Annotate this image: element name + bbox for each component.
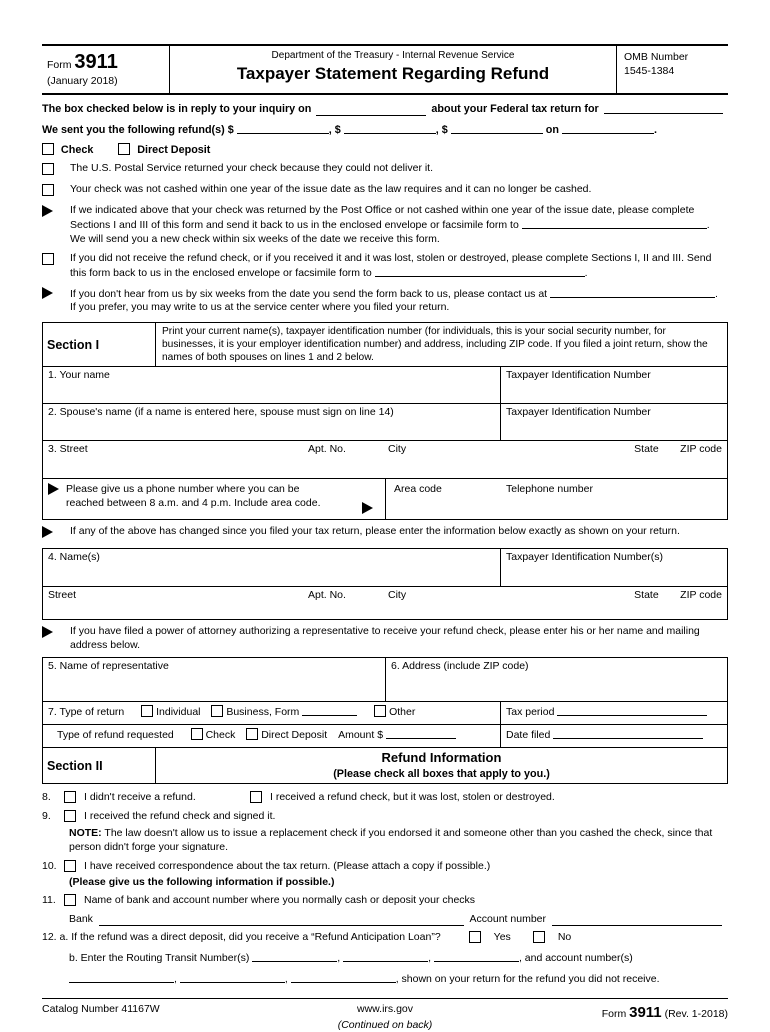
postal-returned-checkbox[interactable] [42, 163, 54, 175]
section1-label: Section I [43, 323, 156, 366]
names-label: 4. Name(s) [48, 550, 100, 563]
check-label: Check [60, 143, 94, 156]
form-word: Form [47, 59, 72, 71]
item-marker [42, 162, 70, 178]
apt-label: Apt. No. [308, 588, 346, 601]
account-number-1-blank[interactable] [69, 971, 174, 983]
telephone-label: Telephone number [506, 483, 593, 496]
business-label: Business, [226, 706, 272, 719]
lost-stolen-label: I received a refund check, but it was lost, stolen or destroyed. [270, 791, 555, 804]
department-line: Department of the Treasury - Internal Revenue Service [271, 50, 515, 61]
routing-number-2-blank[interactable] [343, 950, 428, 962]
arrow-icon [42, 626, 53, 638]
other-checkbox[interactable] [374, 705, 386, 717]
note-text: The law doesn't allow us to issue a replacement check if you endorsed it and someone other than you cashed the check, since that person didn't forge your signature. [69, 827, 713, 854]
item-12b [69, 950, 728, 966]
phone-fields[interactable] [386, 479, 727, 519]
item-10 [42, 860, 728, 874]
item-9-number: 9. [42, 809, 51, 822]
check-checkbox[interactable] [42, 143, 54, 155]
item-marker [42, 183, 70, 199]
footer-form-id [432, 1003, 728, 1023]
website-link[interactable]: www.irs.gov [356, 1003, 413, 1016]
omb-block [616, 46, 728, 93]
tax-period-field[interactable] [501, 702, 727, 724]
refund-amount-3-blank[interactable] [451, 122, 543, 134]
correspondence-label: I have received correspondence about the tax return. (Please attach a copy if possible.) [84, 859, 491, 872]
changed-info-note-text: If any of the above has changed since you filed your tax return, please enter the information below exactly as shown on your return. [70, 525, 680, 538]
postal-returned-text: The U.S. Postal Service returned your check because they could not deliver it. [70, 162, 434, 175]
contact-instruction-text-2: If you prefer, you may write to us at the service center where you filed your return. [70, 301, 450, 314]
representative-field[interactable] [43, 658, 386, 701]
state-label: State [634, 443, 659, 456]
no-refund-label: I didn't receive a refund. [84, 791, 196, 804]
type-of-return-row [43, 701, 727, 724]
continued-note: (Continued on back) [337, 1018, 433, 1031]
bank-name-blank[interactable] [99, 914, 464, 926]
other-label: Other [389, 706, 416, 719]
bank-info-label: Name of bank and account number where you normally cash or deposit your checks [84, 893, 476, 906]
footer-form-revision: (Rev. 1-2018) [664, 1008, 728, 1021]
refunds-sep-text: , $ [435, 123, 448, 136]
tins-label: Taxpayer Identification Number(s) [506, 550, 663, 563]
type-of-refund-label: Type of refund requested [57, 729, 174, 742]
no-checkbox[interactable] [533, 931, 545, 943]
item-12b-text: b. Enter the Routing Transit Number(s) [69, 951, 250, 964]
inquiry-pre-text: The box checked below is in reply to your inquiry on [42, 102, 312, 115]
names-field[interactable] [43, 549, 501, 586]
fax-number-blank[interactable] [522, 217, 707, 229]
item-marker [42, 204, 70, 222]
city-label: City [388, 443, 407, 456]
form-type-label: Form [274, 706, 300, 719]
returned-instruction-text-2: We will send you a new check within six weeks of the date we receive this form. [70, 232, 440, 245]
spouse-name-field[interactable] [43, 404, 501, 440]
returned-check-instruction-text-wrap [70, 204, 728, 247]
spouse-tin-field[interactable] [501, 404, 727, 440]
comma-text: , [174, 972, 177, 985]
item-marker [42, 286, 70, 304]
note-paragraph [69, 827, 728, 854]
arrow-icon [362, 502, 373, 514]
tax-period-label: Tax period [506, 706, 555, 719]
not-cashed-checkbox[interactable] [42, 184, 54, 196]
apt-label: Apt. No. [308, 443, 346, 456]
street2-label: Street [48, 588, 77, 601]
inquiry-line [42, 102, 728, 116]
bank-info-checkbox[interactable] [64, 894, 76, 906]
individual-checkbox[interactable] [141, 705, 153, 717]
power-of-attorney-note-text: If you have filed a power of attorney authorizing a representative to receive your refund check, please enter his or her name and mailing address below. [70, 624, 700, 651]
tin-field[interactable] [501, 367, 727, 403]
received-signed-checkbox[interactable] [64, 810, 76, 822]
routing-number-1-blank[interactable] [252, 950, 337, 962]
contact-instruction [42, 286, 728, 315]
dollar-sign: $ [377, 729, 384, 742]
form-title-block [170, 46, 616, 93]
account-number-blank[interactable] [552, 914, 722, 926]
routing-number-3-blank[interactable] [434, 950, 519, 962]
arrow-icon [42, 287, 53, 299]
not-received-text: If you did not receive the refund check, or if you received it and it was lost, stolen or destroyed, please complete Sections I, II and III. Send this form back to us in the enclosed envelope or facsimile form to [70, 251, 712, 280]
not-received-checkbox[interactable] [42, 253, 54, 265]
street-label: 3. Street [48, 443, 88, 456]
representative-row [43, 658, 727, 701]
item-marker [42, 525, 70, 543]
arrow-icon [42, 205, 53, 217]
item-11 [42, 894, 728, 908]
refund-amount-1-blank[interactable] [237, 122, 329, 134]
not-cashed-text: Your check was not cashed within one year of the issue date as the law requires and it can no longer be cashed. [70, 182, 592, 195]
type-of-refund-row [43, 724, 727, 747]
section1-block-a [42, 322, 728, 520]
omb-number: 1545-1384 [624, 64, 675, 77]
item-12c-end-text: , shown on your return for the refund you did not receive. [395, 972, 660, 985]
phone-note-cell [43, 479, 386, 519]
address2-field[interactable] [43, 587, 727, 619]
no-label: No [557, 931, 572, 944]
form-type-blank[interactable] [302, 704, 357, 716]
yes-label: Yes [493, 931, 511, 944]
arrow-icon [48, 483, 59, 495]
comma-text: , [284, 972, 288, 985]
form-number: 3911 [74, 51, 118, 73]
state-label: State [634, 588, 659, 601]
date-filed-blank[interactable] [553, 727, 703, 739]
item-8-number: 8. [42, 791, 51, 804]
fax-number-2-blank[interactable] [375, 265, 585, 277]
address-row [43, 440, 727, 478]
refunds-on-text: on [545, 123, 559, 136]
account-number-3-blank[interactable] [291, 971, 396, 983]
item-10-number: 10. [42, 859, 57, 872]
tax-period-blank[interactable] [557, 704, 707, 716]
section1-header-row [43, 323, 727, 366]
your-name-row [43, 366, 727, 403]
your-name-field[interactable] [43, 367, 501, 403]
section2-title-block [156, 748, 727, 783]
catalog-number: Catalog Number 41167W [42, 1003, 160, 1016]
business-checkbox[interactable] [211, 705, 223, 717]
direct-deposit-label: Direct Deposit [137, 143, 211, 156]
received-signed-label: I received the refund check and signed it. [84, 809, 276, 822]
account-number-label: Account number [469, 912, 546, 925]
form-header [42, 44, 728, 95]
item-marker [42, 625, 70, 643]
item-marker [42, 252, 70, 268]
item-8 [42, 791, 728, 805]
comma-text: , [337, 951, 341, 964]
inquiry-date-blank[interactable] [316, 104, 426, 116]
note-label: NOTE: [69, 827, 102, 840]
no-refund-checkbox[interactable] [64, 791, 76, 803]
address2-row [43, 586, 727, 619]
phone-note-text: Please give us a phone number where you can be reached between 8 a.m. and 4 p.m. Include area code. [66, 483, 321, 509]
contact-instruction-text: If you don't hear from us by six weeks from the date you send the form back to us, please contact us at [70, 287, 548, 300]
not-cashed-item [42, 183, 728, 199]
item-12c [69, 971, 728, 987]
section2-header-row [43, 747, 727, 783]
not-received-item [42, 252, 728, 281]
refund-date-blank[interactable] [562, 122, 654, 134]
refund-check-label: Check [205, 729, 236, 742]
refund-direct-deposit-checkbox[interactable] [246, 728, 258, 740]
refund-check-checkbox[interactable] [191, 728, 203, 740]
tin-label: Taxpayer Identification Number [506, 369, 651, 382]
contact-number-blank[interactable] [550, 286, 715, 298]
date-filed-field[interactable] [501, 725, 727, 747]
amount-blank[interactable] [386, 727, 456, 739]
address-field[interactable] [43, 441, 727, 478]
bank-label: Bank [69, 912, 93, 925]
section2-title: Refund Information [381, 750, 502, 766]
zip-label: ZIP code [680, 443, 722, 456]
changed-info-note [42, 525, 728, 543]
period-text: . [654, 123, 657, 136]
refund-direct-deposit-label: Direct Deposit [261, 729, 328, 742]
refunds-line [42, 122, 728, 137]
amount-label: Amount [338, 729, 375, 742]
comma-text: , [428, 951, 432, 964]
section2-subtitle: (Please check all boxes that apply to you.) [333, 768, 550, 781]
representative-address-label: 6. Address (include ZIP code) [391, 660, 529, 673]
form-number-block [42, 46, 170, 93]
your-name-label: 1. Your name [48, 369, 110, 382]
returned-check-instruction [42, 204, 728, 247]
direct-deposit-checkbox[interactable] [118, 143, 130, 155]
refund-amount-2-blank[interactable] [344, 122, 436, 134]
period-text: . [584, 267, 588, 280]
representative-label: 5. Name of representative [48, 660, 169, 673]
spouse-name-row [43, 403, 727, 440]
page-title: Taxpayer Statement Regarding Refund [236, 64, 550, 83]
contact-instruction-text-wrap [70, 286, 728, 315]
footer-form-number: 3911 [629, 1004, 662, 1022]
bank-account-row [69, 913, 728, 927]
refunds-sep-text: , $ [328, 123, 341, 136]
representative-address-field[interactable] [386, 658, 727, 701]
form-footer [42, 998, 728, 1032]
form-number-line [47, 49, 164, 75]
arrow-icon [42, 526, 53, 538]
item-12a-text: 12. a. If the refund was a direct deposit, did you receive a “Refund Anticipation Loan”? [42, 931, 441, 944]
postal-returned-item [42, 162, 728, 178]
yes-checkbox[interactable] [469, 931, 481, 943]
individual-label: Individual [156, 706, 201, 719]
item-12a [42, 931, 728, 945]
names-row [43, 549, 727, 586]
city-label: City [388, 588, 407, 601]
correspondence-checkbox[interactable] [64, 860, 76, 872]
zip-label: ZIP code [680, 588, 722, 601]
type-of-return-field [43, 702, 501, 724]
refunds-pre-text: We sent you the following refund(s) $ [42, 123, 234, 136]
item-10-subtext: (Please give us the following information if possible.) [69, 876, 335, 889]
lost-stolen-checkbox[interactable] [250, 791, 262, 803]
period-text: . [715, 287, 718, 300]
tax-year-blank[interactable] [604, 102, 723, 114]
power-of-attorney-note [42, 625, 728, 652]
not-received-text-wrap [70, 252, 728, 281]
area-code-label: Area code [394, 483, 442, 496]
section1-instructions: Print your current name(s), taxpayer identification number (for individuals, this is your social security number, for businesses, it is your employer identification number) and address, including ZIP code. If you filed a joint return, show the names of both spouses on lines 1 and 2 below. [162, 326, 708, 364]
phone-row [43, 478, 727, 519]
item-11-number: 11. [42, 893, 56, 906]
footer-form-word: Form [601, 1008, 627, 1021]
type-of-refund-field [43, 725, 501, 747]
spouse-name-label: 2. Spouse's name (if a name is entered here, spouse must sign on line 14) [48, 406, 394, 419]
refund-type-row [42, 143, 728, 158]
period-text: . [706, 219, 710, 232]
section2-label: Section II [43, 748, 156, 783]
footer-center [338, 1003, 433, 1032]
inquiry-mid-text: about your Federal tax return for [431, 102, 599, 115]
type-of-return-label: 7. Type of return [48, 706, 125, 719]
tins-field[interactable] [501, 549, 727, 586]
item-12b-end-text: , and account number(s) [518, 951, 633, 964]
returned-instruction-text: If we indicated above that your check was returned by the Post Office or not cashed within one year of the issue date, please complete Sections I and III of this form and send it back to us in the enclosed envelope or facsimile form to [70, 203, 695, 232]
account-number-2-blank[interactable] [180, 971, 285, 983]
spouse-tin-label: Taxpayer Identification Number [506, 406, 651, 419]
form-revision: (January 2018) [47, 75, 118, 87]
date-filed-label: Date filed [506, 729, 551, 742]
section1-block-c [42, 657, 728, 784]
omb-label: OMB Number [624, 51, 689, 63]
section1-block-b [42, 548, 728, 620]
item-9 [42, 810, 728, 824]
